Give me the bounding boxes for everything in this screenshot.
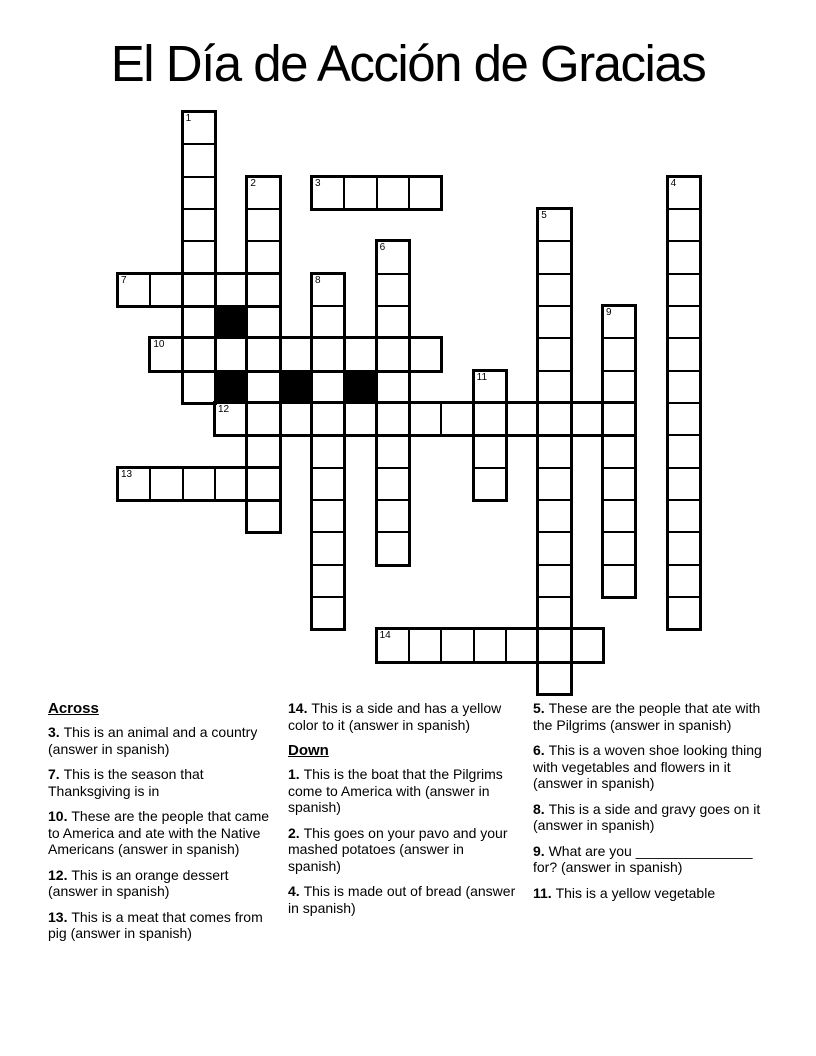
cell-number: 5 [541,209,547,221]
grid-cell[interactable] [602,467,636,501]
grid-cell[interactable] [246,337,280,371]
grid-cell[interactable] [311,531,345,565]
grid-cell[interactable] [343,337,377,371]
clue-6: 6. This is a woven shoe looking thing with vegetables and flowers in it (answer in spanish) [533,742,762,791]
grid-cell[interactable] [182,208,216,242]
clue-number: 12. [48,866,72,883]
clue-column [48,700,280,951]
grid-cell[interactable] [408,337,442,371]
grid-cell[interactable] [311,273,345,307]
grid-cell[interactable] [311,370,345,404]
grid-cell[interactable] [537,564,571,598]
cell-number: 10 [153,339,165,351]
grid-cell[interactable] [602,370,636,404]
grid-cell[interactable] [440,628,474,662]
grid-cell[interactable] [667,273,701,307]
grid-cell[interactable] [182,273,216,307]
grid-cell[interactable] [537,402,571,436]
grid-cell[interactable] [570,402,604,436]
clue-number: 7. [48,766,64,782]
grid-cell[interactable] [667,596,701,630]
clue-9: 9. What are you _______________ for? (answer in spanish) [533,842,753,875]
grid-cell[interactable] [182,240,216,274]
grid-cell[interactable] [602,402,636,436]
clue-13: 13. This is a meat that comes from pig (answer in spanish) [48,908,263,941]
grid-cell[interactable] [246,305,280,339]
cell-number: 9 [605,306,612,318]
grid-cell[interactable] [667,305,701,339]
grid-cell[interactable] [246,176,280,210]
grid-cell[interactable] [246,273,280,307]
grid-cell[interactable] [667,531,701,565]
grid-cell[interactable] [376,402,410,436]
grid-cell[interactable] [473,370,507,404]
grid-cell[interactable] [537,337,571,371]
grid-cell[interactable] [473,628,507,662]
cell-number: 13 [121,468,133,480]
cell-number: 2 [250,177,256,189]
clue-3: 3. This is an animal and a country (answer in spanish) [48,724,258,757]
grid-cell[interactable] [311,176,345,210]
grid-cell[interactable] [667,402,701,436]
across-header: Across [48,700,99,717]
grid-cell[interactable] [505,628,539,662]
grid-cell[interactable] [667,208,701,242]
grid-cell[interactable] [537,596,571,630]
grid-cell[interactable] [117,467,151,501]
grid-cell[interactable] [246,240,280,274]
grid-cell[interactable] [667,564,701,598]
clue-number: 3. [48,724,64,740]
grid-cell[interactable] [537,661,571,695]
clue-10: 10. These are the people that came to America and ate with the Native Americans (answer in spanish) [48,808,270,857]
grid-cell[interactable] [537,467,571,501]
clue-number: 11. [533,884,556,901]
grid-cell[interactable] [214,402,248,436]
clue-11: 11. This is a yellow vegetable [533,884,716,901]
clue-column [533,700,773,910]
cell-number: 11 [476,371,488,383]
clue-number: 5. [533,700,549,716]
black-cell [279,370,313,404]
grid-cell[interactable] [537,434,571,468]
cell-number: 6 [379,242,386,254]
grid-cell[interactable] [473,434,507,468]
clue-number: 1. [288,766,304,782]
grid-cell[interactable] [602,337,636,371]
grid-cell[interactable] [537,531,571,565]
grid-cell[interactable] [537,273,571,307]
grid-cell[interactable] [376,337,410,371]
grid-cell[interactable] [376,467,410,501]
grid-cell[interactable] [311,499,345,533]
grid-cell[interactable] [602,434,636,468]
grid-cell[interactable] [182,370,216,404]
grid-cell[interactable] [182,305,216,339]
clue-number: 6. [533,742,549,758]
grid-cell[interactable] [602,499,636,533]
grid-cell[interactable] [182,467,216,501]
clue-1: 1. This is the boat that the Pilgrims come to America with (answer in spanish) [288,766,503,815]
grid-cell[interactable] [376,305,410,339]
grid-cell[interactable] [376,434,410,468]
clue-number: 10. [48,808,72,824]
black-cell [343,370,377,404]
grid-cell[interactable] [408,176,442,210]
clue-number: 4. [288,883,304,899]
grid-cell[interactable] [537,628,571,662]
grid-cell[interactable] [473,467,507,501]
grid-cell[interactable] [440,402,474,436]
grid-cell[interactable] [149,337,183,371]
grid-cell[interactable] [537,208,571,242]
clue-4: 4. This is made out of bread (answer in spanish) [288,883,516,916]
grid-cell[interactable] [311,402,345,436]
grid-cell[interactable] [376,370,410,404]
cell-number: 7 [121,274,127,286]
grid-cell[interactable] [182,337,216,371]
cell-number: 3 [314,177,321,189]
grid-cell[interactable] [343,402,377,436]
grid-cell[interactable] [602,305,636,339]
grid-cell[interactable] [667,434,701,468]
grid-cell[interactable] [311,434,345,468]
grid-cell[interactable] [667,176,701,210]
grid-cell[interactable] [667,370,701,404]
grid-cell[interactable] [246,499,280,533]
clue-2: 2. This goes on your pavo and your mashed potatoes (answer in spanish) [288,824,508,874]
black-cell [214,305,248,339]
grid-cell[interactable] [279,402,313,436]
clue-7: 7. This is the season that Thanksgiving is in [48,766,204,799]
clue-number: 14. [288,700,312,716]
grid-cell[interactable] [246,402,280,436]
grid-cell[interactable] [214,273,248,307]
grid-cell[interactable] [376,628,410,662]
grid-cell[interactable] [311,564,345,598]
clue-number: 2. [288,824,304,841]
grid-cell[interactable] [246,370,280,404]
grid-cell[interactable] [376,273,410,307]
grid-cell[interactable] [214,467,248,501]
puzzle-title: El Día de Acción de Gracias [110,35,706,92]
grid-cell[interactable] [667,467,701,501]
grid-cell[interactable] [667,499,701,533]
grid-cell[interactable] [537,370,571,404]
clue-12: 12. This is an orange dessert (answer in spanish) [48,866,229,899]
grid-cell[interactable] [246,467,280,501]
grid-cell[interactable] [182,176,216,210]
grid-cell[interactable] [214,337,248,371]
grid-cell[interactable] [182,143,216,177]
cell-number: 1 [185,113,192,124]
clue-number: 13. [48,908,72,925]
grid-cell[interactable] [602,564,636,598]
grid-cell[interactable] [570,628,604,662]
grid-cell[interactable] [311,337,345,371]
grid-cell[interactable] [246,434,280,468]
grid-cell[interactable] [376,240,410,274]
black-cell [214,370,248,404]
grid-cell[interactable] [537,305,571,339]
clue-14: 14. This is a side and has a yellow color to it (answer in spanish) [288,700,502,733]
clue-5: 5. These are the people that ate with the Pilgrims (answer in spanish) [533,700,761,733]
grid-cell[interactable] [537,499,571,533]
cell-number: 8 [314,274,321,286]
grid-cell[interactable] [246,208,280,242]
grid-cell[interactable] [408,628,442,662]
grid-cell[interactable] [117,273,151,307]
cell-number: 14 [379,630,391,642]
grid-cell[interactable] [505,402,539,436]
grid-cell[interactable] [376,499,410,533]
grid-cell[interactable] [376,531,410,565]
clue-column [288,700,520,925]
grid-cell[interactable] [279,337,313,371]
grid-cell[interactable] [667,337,701,371]
clue-number: 8. [533,800,549,817]
grid-cell[interactable] [667,240,701,274]
clue-number: 9. [533,842,549,859]
grid-cell[interactable] [343,176,377,210]
grid-cell[interactable] [311,596,345,630]
grid-cell[interactable] [311,467,345,501]
grid-cell[interactable] [149,467,183,501]
cell-number: 4 [670,177,677,189]
clue-8: 8. This is a side and gravy goes on it (answer in spanish) [533,800,761,833]
grid-cell[interactable] [602,531,636,565]
cell-number: 12 [217,403,230,415]
grid-cell[interactable] [149,273,183,307]
grid-cell[interactable] [376,176,410,210]
grid-cell[interactable] [311,305,345,339]
down-header: Down [288,742,329,759]
grid-cell[interactable] [182,111,216,145]
grid-cell[interactable] [408,402,442,436]
grid-cell[interactable] [473,402,507,436]
grid-cell[interactable] [537,240,571,274]
